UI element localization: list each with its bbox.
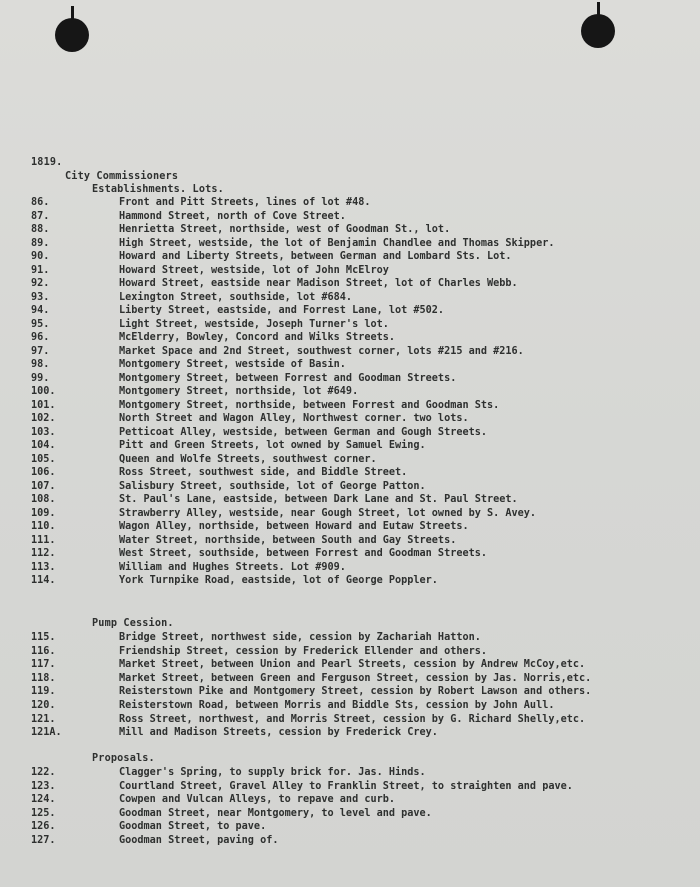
entry-text: Market Space and 2nd Street, southwest corner, lots #215 and #216. (119, 345, 524, 357)
entry-number: 108. (31, 494, 56, 505)
entry-text: Liberty Street, eastside, and Forrest Lane, lot #502. (119, 305, 445, 316)
entry-text: Goodman Street, paving of. (119, 835, 279, 846)
entry-text: St. Paul's Lane, eastside, between Dark Lane and St. Paul Street. (119, 494, 518, 505)
entry-text: Wagon Alley, northside, between Howard and Eutaw Streets. (119, 521, 469, 532)
entry-number: 102. (31, 413, 56, 424)
entry-number: 99. (31, 372, 50, 384)
entry-number: 86. (31, 197, 50, 208)
entry-text: Montgomery Street, between Forrest and Goodman Streets. (119, 372, 457, 384)
entry-text: Strawberry Alley, westside, near Gough Street, lot owned by S. Avey. (119, 507, 537, 519)
entry-number: 103. (31, 426, 56, 438)
entry-number: 101. (31, 399, 56, 411)
entry-text: Goodman Street, near Montgomery, to level and pave. (119, 807, 432, 819)
entry-text: West Street, southside, between Forrest and Goodman Streets. (119, 548, 488, 559)
entry-number: 93. (31, 291, 50, 303)
entry-number: 96. (31, 332, 50, 343)
entry-number: 124. (31, 794, 56, 806)
entry-text: Courtland Street, Gravel Alley to Franklin Street, to straighten and pave. (119, 780, 573, 792)
entry-number: 126. (31, 821, 56, 833)
entry-number: 112. (31, 548, 56, 559)
entry-text: William and Hughes Streets. Lot #909. (119, 561, 346, 573)
entry-text: Henrietta Street, northside, west of Goodman St., lot. (119, 224, 451, 235)
entry-text: Salisbury Street, southside, lot of George Patton. (119, 480, 426, 492)
entry-text: Mill and Madison Streets, cession by Frederick Crey. (119, 727, 438, 739)
entry-number: 97. (31, 345, 50, 357)
entry-number: 121A. (31, 727, 62, 739)
entry-number: 116. (31, 645, 56, 657)
entry-number: 104. (31, 440, 56, 451)
entry-number: 125. (31, 807, 56, 819)
entry-number: 91. (31, 264, 50, 276)
entry-text: Queen and Wolfe Streets, southwest corner. (119, 453, 377, 465)
entry-number: 88. (31, 224, 50, 235)
entry-text: Goodman Street, to pave. (119, 821, 267, 833)
entry-text: Cowpen and Vulcan Alleys, to repave and curb. (119, 794, 396, 806)
entry-number: 122. (31, 767, 56, 778)
entry-number: 109. (31, 507, 56, 519)
entry-number: 121. (31, 713, 56, 725)
section-heading-proposals: Proposals. (92, 753, 155, 764)
entry-number: 111. (31, 534, 56, 546)
entry-number: 113. (31, 561, 56, 573)
section-heading-establishments: Establishments. Lots. (92, 184, 224, 195)
punch-hole-left (55, 18, 89, 52)
entry-text: Howard Street, westside, lot of John McElroy (119, 264, 389, 276)
entry-text: Bridge Street, northwest side, cession by Zachariah Hatton. (119, 632, 481, 643)
entry-text: High Street, westside, the lot of Benjamin Chandlee and Thomas Skipper. (119, 237, 555, 249)
entry-number: 120. (31, 700, 56, 711)
entry-text: Montgomery Street, northside, lot #649. (119, 386, 359, 397)
entry-text: Howard and Liberty Streets, between German and Lombard Sts. Lot. (119, 251, 512, 262)
entry-number: 87. (31, 210, 50, 222)
department-heading: City Commissioners (65, 171, 179, 182)
entry-text: Friendship Street, cession by Frederick Ellender and others. (119, 645, 488, 657)
entry-text: Pitt and Green Streets, lot owned by Samuel Ewing. (119, 440, 426, 451)
entry-number: 90. (31, 251, 50, 262)
entry-text: Hammond Street, north of Cove Street. (119, 210, 346, 222)
entry-text: Front and Pitt Streets, lines of lot #48. (119, 197, 371, 208)
entry-number: 115. (31, 632, 56, 643)
section-heading-pump-cession: Pump Cession. (92, 618, 174, 629)
entry-text: York Turnpike Road, eastside, lot of George Poppler. (119, 575, 438, 586)
entry-text: Market Street, between Green and Ferguson Street, cession by Jas. Norris,etc. (119, 672, 592, 684)
entry-text: Market Street, between Union and Pearl Streets, cession by Andrew McCoy,etc. (119, 659, 586, 671)
entry-number: 110. (31, 521, 56, 532)
entry-text: Petticoat Alley, westside, between German and Gough Streets. (119, 426, 488, 438)
entry-text: Ross Street, southwest side, and Biddle Street. (119, 467, 408, 478)
entry-text: Reisterstown Road, between Morris and Biddle Sts, cession by John Aull. (119, 700, 555, 711)
entry-number: 98. (31, 359, 50, 370)
entry-number: 105. (31, 453, 56, 465)
entry-number: 100. (31, 386, 56, 397)
entry-number: 118. (31, 672, 56, 684)
entry-text: McElderry, Bowley, Concord and Wilks Streets. (119, 332, 396, 343)
entry-number: 119. (31, 686, 56, 698)
entry-text: Clagger's Spring, to supply brick for. Jas. Hinds. (119, 767, 426, 778)
entry-number: 127. (31, 835, 56, 846)
punch-hole-right (581, 14, 615, 48)
entry-number: 106. (31, 467, 56, 478)
entry-number: 107. (31, 480, 56, 492)
entry-text: Montgomery Street, westside of Basin. (119, 359, 346, 370)
year-heading: 1819. (31, 157, 63, 168)
entry-text: Light Street, westside, Joseph Turner's lot. (119, 318, 389, 330)
entry-text: Water Street, northside, between South and Gay Streets. (119, 534, 457, 546)
entry-number: 117. (31, 659, 56, 671)
entry-text: Lexington Street, southside, lot #684. (119, 291, 353, 303)
entry-number: 89. (31, 237, 50, 249)
entry-text: Ross Street, northwest, and Morris Street, cession by G. Richard Shelly,etc. (119, 713, 586, 725)
entry-text: Howard Street, eastside near Madison Street, lot of Charles Webb. (119, 278, 518, 289)
entry-text: North Street and Wagon Alley, Northwest corner. two lots. (119, 413, 469, 424)
entry-number: 95. (31, 318, 50, 330)
entry-number: 123. (31, 780, 56, 792)
entry-number: 92. (31, 278, 50, 289)
entry-number: 114. (31, 575, 56, 586)
entry-text: Reisterstown Pike and Montgomery Street, cession by Robert Lawson and others. (119, 686, 592, 698)
entry-number: 94. (31, 305, 50, 316)
entry-text: Montgomery Street, northside, between Forrest and Goodman Sts. (119, 399, 500, 411)
